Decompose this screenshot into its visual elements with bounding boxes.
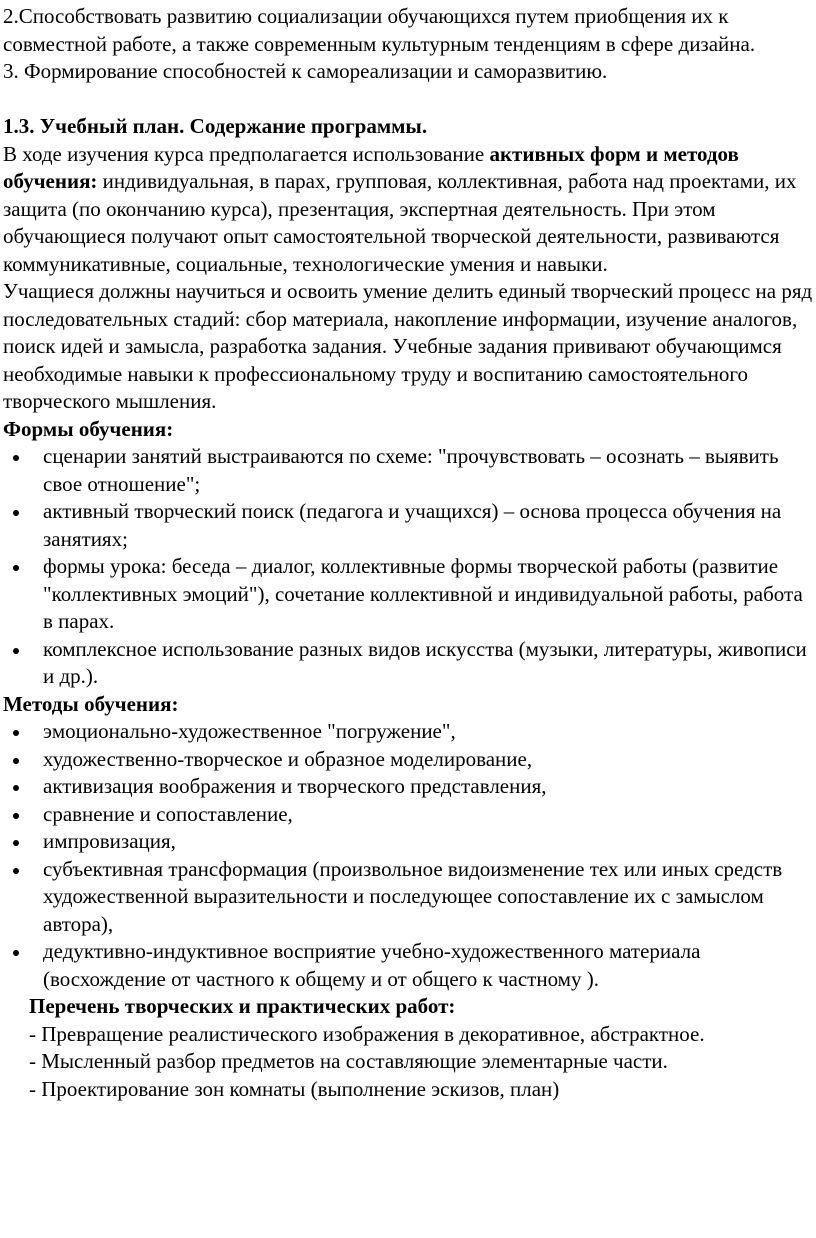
works-item: - Проектирование зон комнаты (выполнение эскизов, план)	[29, 1076, 560, 1101]
list-item: субъективная трансформация (произвольное видоизменение тех или иных средств художественной выразительности и последующее сопоставление их с замыслом автора),	[3, 856, 813, 939]
list-item: сценарии занятий выстраиваются по схеме: "прочувствовать – осознать – выявить свое отношение";	[3, 443, 813, 498]
section-heading	[3, 113, 813, 141]
works-heading	[3, 993, 813, 1021]
section-paragraph-2: Учащиеся должны научиться и освоить умение делить единый творческий процесс на ряд последовательных стадий: сбор материала, накопление информации, изучение аналогов, поиск идей и замысла, разработка задания. Учебные задания прививают обучающимся необходимые навыки к профессиональному труду и воспитанию самостоятельного творческого мышления.	[3, 279, 813, 413]
works-item: - Мысленный разбор предметов на составляющие элементарные части.	[29, 1049, 668, 1073]
paragraph-goal-2: 2.Способствовать развитию социализации обучающихся путем приобщения их к совместной работе, а также современным культурным тенденциям в сфере дизайна.	[3, 4, 756, 56]
list-item: комплексное использование разных видов искусства (музыки, литературы, живописи и др.).	[3, 636, 813, 691]
methods-heading-text: Методы обучения:	[3, 691, 179, 716]
intro-bold: активных форм и методов обучения:	[3, 141, 739, 193]
paragraph-goal-3: 3. Формирование способностей к самореализации и саморазвитию.	[3, 59, 608, 83]
methods-heading	[3, 691, 813, 719]
list-item: художественно-творческое и образное моделирование,	[3, 746, 813, 774]
works-heading-text: Перечень творческих и практических работ:	[29, 994, 456, 1018]
forms-list	[3, 443, 813, 691]
intro-start: В ходе изучения курса предполагается использование	[3, 141, 490, 166]
section-heading-text: 1.3. Учебный план. Содержание программы.	[3, 114, 428, 138]
list-item: активный творческий поиск (педагога и учащихся) – основа процесса обучения на занятиях;	[3, 498, 813, 553]
list-item: эмоционально-художественное "погружение",	[3, 718, 813, 746]
forms-heading-text: Формы обучения:	[3, 416, 174, 441]
intro-rest: индивидуальная, в парах, групповая, коллективная, работа над проектами, их защита (по окончанию курса), презентация, экспертная деятельность. При этом обучающиеся получают опыт самостоятельной творческой деятельности, развиваются коммуникативные, социальные, технологические умения и навыки.	[3, 169, 797, 276]
blank-line	[3, 86, 813, 114]
section-intro	[3, 141, 813, 279]
list-item: сравнение и сопоставление,	[3, 801, 813, 829]
methods-list	[3, 718, 813, 993]
forms-heading	[3, 416, 813, 444]
works-item: - Превращение реалистического изображения в декоративное, абстрактное.	[29, 1021, 705, 1046]
list-item: активизация воображения и творческого представления,	[3, 773, 813, 801]
list-item: дедуктивно-индуктивное восприятие учебно-художественного материала (восхождение от частного к общему и от общего к частному ).	[3, 938, 813, 993]
list-item: импровизация,	[3, 828, 813, 856]
list-item: формы урока: беседа – диалог, коллективные формы творческой работы (развитие "коллективных эмоций"), сочетание коллективной и индивидуальной работы, работа в парах.	[3, 553, 813, 636]
